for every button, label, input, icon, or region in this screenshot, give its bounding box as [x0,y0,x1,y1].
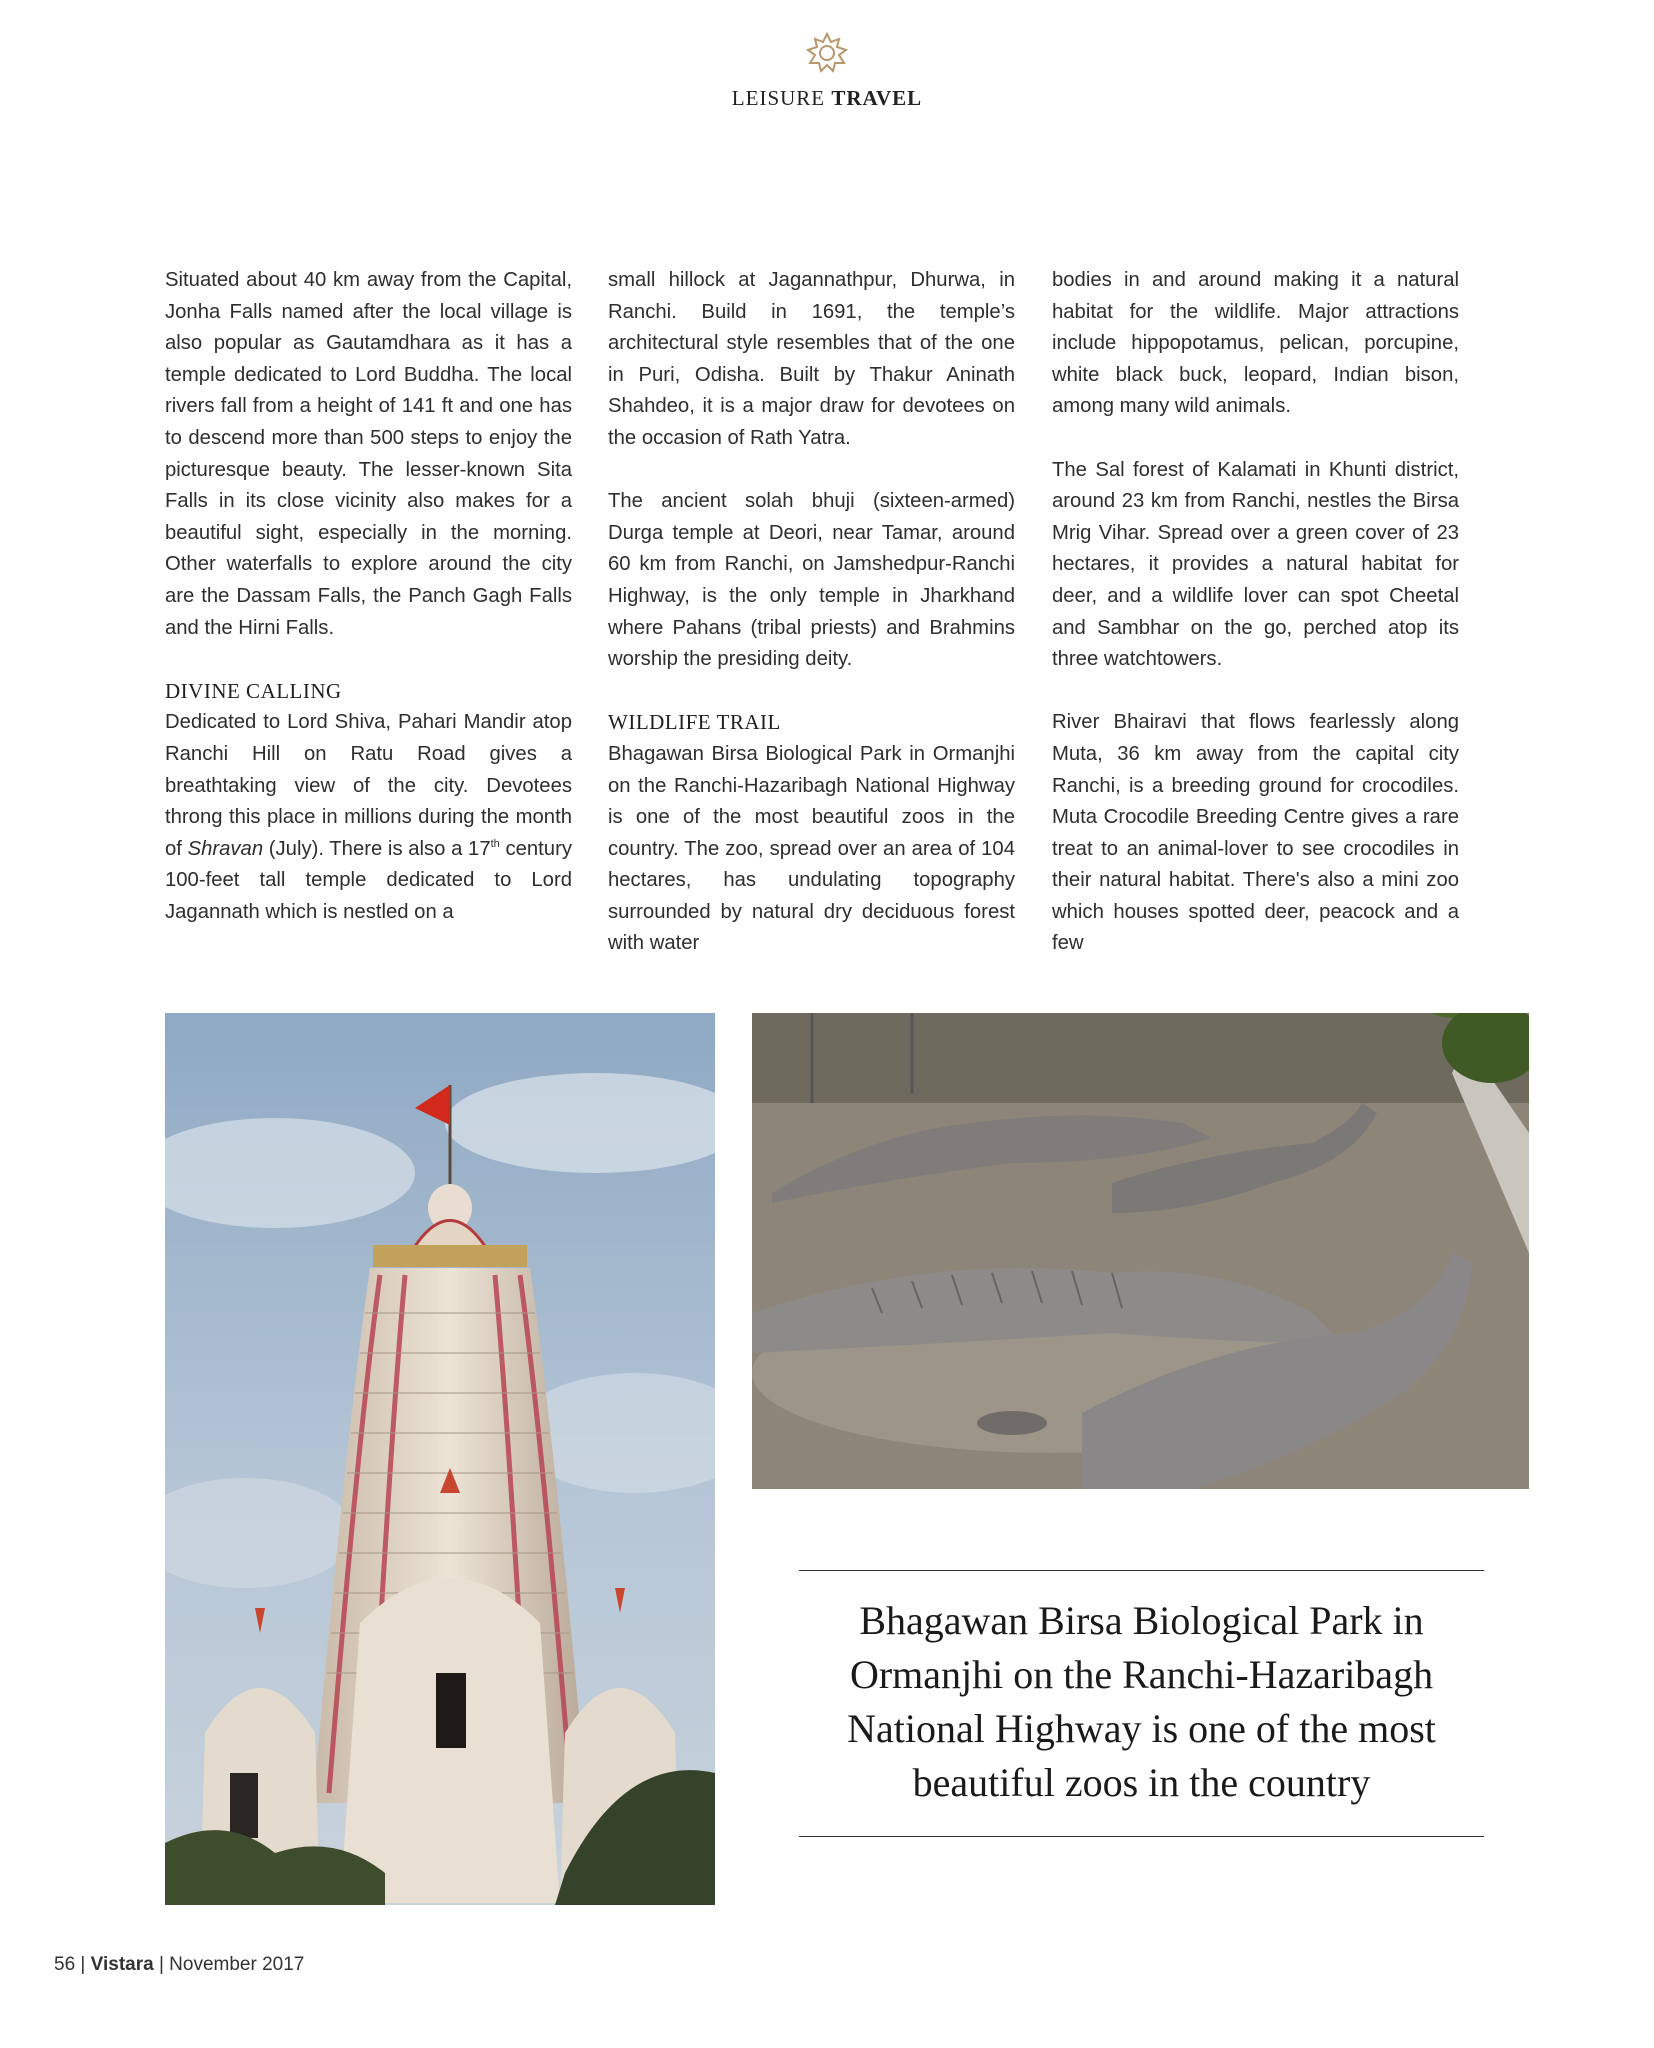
paragraph: River Bhairavi that flows fearlessly along Muta, 36 km away from the capital city Ranchi, is a breeding ground for crocodiles. Muta Crocodile Breeding Centre gives a rare treat to an animal-lover to see crocodiles in their natural habitat. There's also a mini zoo which houses spotted deer, peacock and a few [1052,711,1459,955]
text-column-3 [1052,265,1459,960]
quote-rule-bottom [799,1836,1484,1837]
page-header [0,28,1654,111]
text-column-2 [608,265,1015,960]
page-number: 56 [54,1954,76,1975]
quote-rule-top [799,1570,1484,1571]
paragraph: The Sal forest of Kalamati in Khunti district, around 23 km from Ranchi, nestles the Birsa Mrig Vihar. Spread over a green cover of 23 hectares, it provides a natural habitat for deer, and a wildlife lover can spot Cheetal and Sambhar on the go, perched atop its three watchtowers. [1052,458,1459,671]
paragraph: bodies in and around making it a natural habitat for the wildlife. Major attractions include hippopotamus, pelican, porcupine, white black buck, leopard, Indian bison, among many wild animals. [1052,269,1459,418]
page-footer: 56 | Vistara | November 2017 [54,1954,305,1975]
paragraph: small hillock at Jagannathpur, Dhurwa, in Ranchi. Build in 1691, the temple’s architectural style resembles that of the one in Puri, Odisha. Built by Thakur Aninath Shahdeo, it is a major draw for devotees on the occasion of Rath Yatra. [608,269,1015,449]
jagannath-temple-photo [165,1013,715,1905]
section-label: LEISURE TRAVEL [731,86,923,110]
crocodiles-photo [752,1013,1529,1489]
magazine-name: Vistara [90,1954,154,1975]
pull-quote: Bhagawan Birsa Biological Park in Ormanjhi on the Ranchi-Hazaribagh National Highway is one of the most beautiful zoos in the country [847,1598,1436,1805]
section-heading-divine-calling: DIVINE CALLING [165,678,342,703]
emphasis-shravan: Shravan [187,837,264,860]
paragraph: The ancient solah bhuji (sixteen-armed) Durga temple at Deori, near Tamar, around 60 km from Ranchi, on Jamshedpur-Ranchi Highway, is the only temple in Jharkhand where Pahans (tribal priests) and Brahmins worship the presiding deity. [608,490,1015,671]
paragraph: Bhagawan Birsa Biological Park in Ormanjhi on the Ranchi-Hazaribagh National Highway is one of the most beautiful zoos in the country. The zoo, spread over an area of 104 hectares, has undulating topography surrounded by natural dry deciduous forest with water [608,742,1015,955]
paragraph: Situated about 40 km away from the Capital, Jonha Falls named after the local village is also popular as Gautamdhara as it has a temple dedicated to Lord Buddha. The local rivers fall from a height of 141 ft and one has to descend more than 500 steps to enjoy the picturesque beauty. The lesser-known Sita Falls in its close vicinity also makes for a beautiful sight, especially in the morning. Other waterfalls to explore around the city are the Dassam Falls, the Panch Gagh Falls and the Hirni Falls. [165,269,572,639]
text-column-1 [165,265,572,928]
ornament-flower-icon [802,28,852,78]
issue-date: November 2017 [169,1954,305,1975]
section-heading-wildlife-trail: WILDLIFE TRAIL [608,710,781,735]
paragraph: Dedicated to Lord Shiva, Pahari Mandir atop Ranchi Hill on Ratu Road gives a breathtaking view of the city. Devotees throng this place in millions during the month of Shravan (July). There is also a 17th century 100-feet tall temple dedicated to Lord Jagannath which is nestled on a [165,711,572,923]
